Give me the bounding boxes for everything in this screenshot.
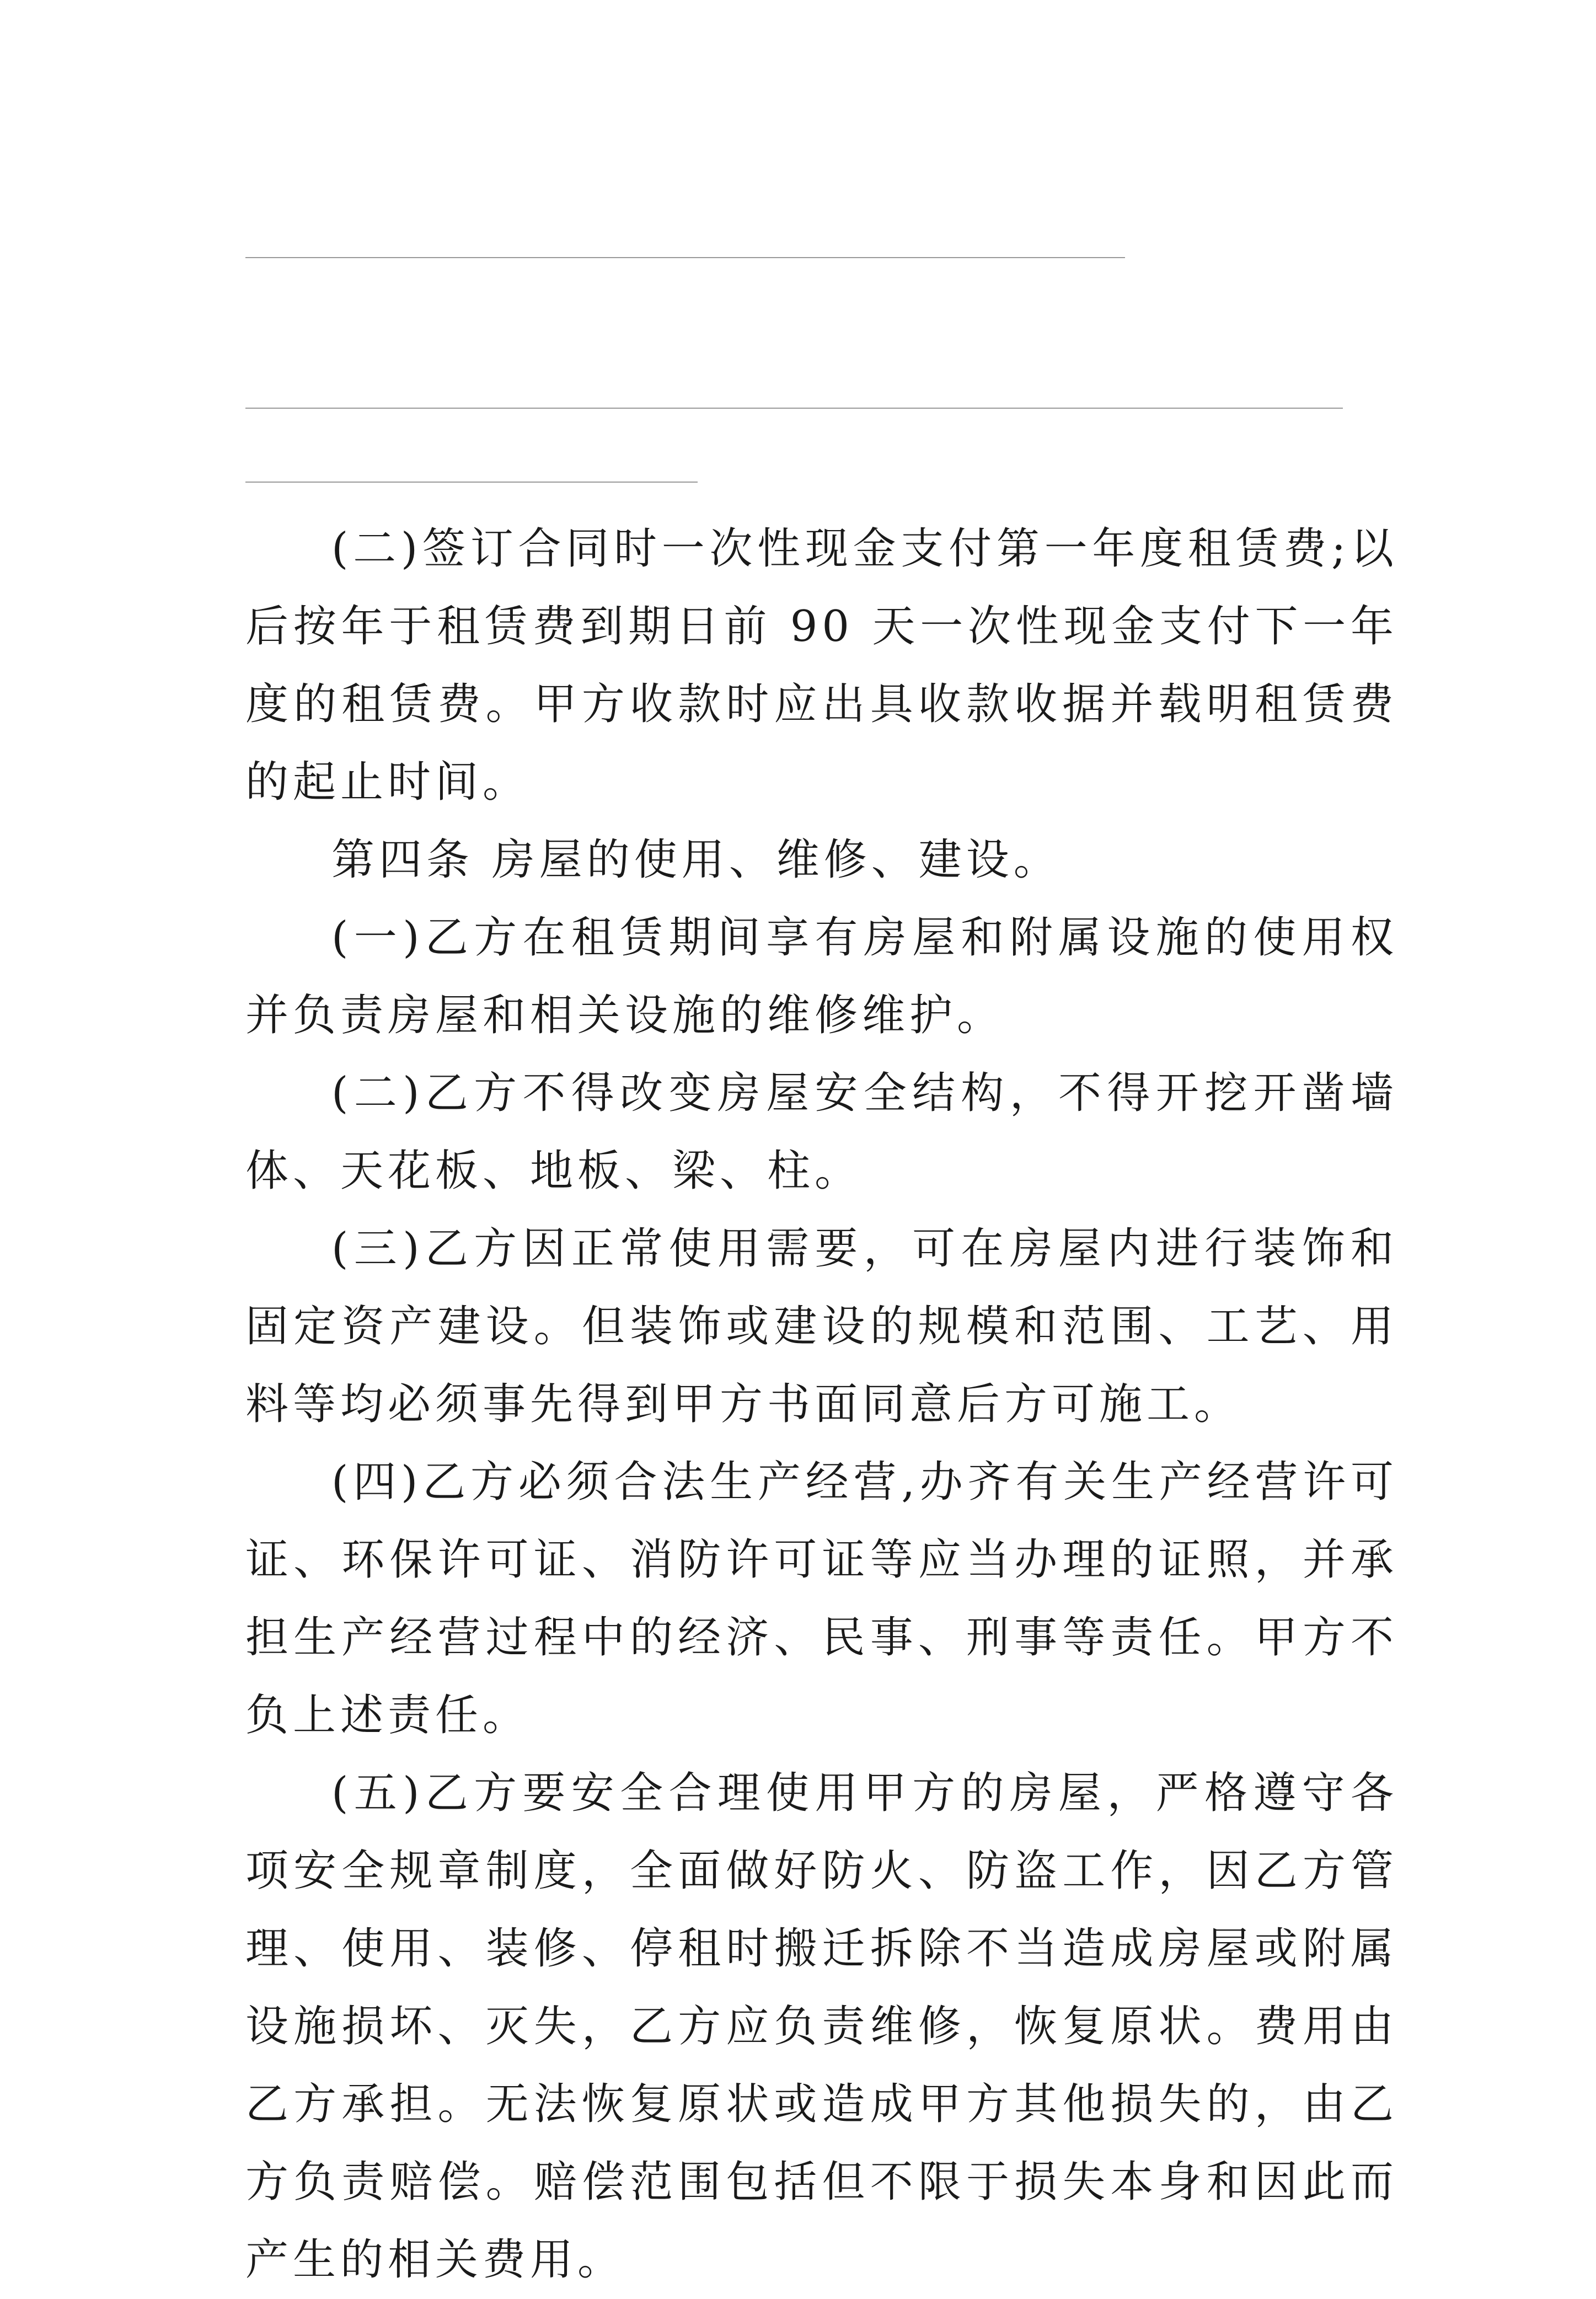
article-4-heading: 第四条 房屋的使用、维修、建设。: [331, 835, 1061, 885]
blank-fill-line: [245, 257, 1125, 258]
paragraph-safety-liability: (五)乙方要安全合理使用甲方的房屋，严格遵守各项安全规章制度，全面做好防火、防盗工作，因乙方管理、使用、装修、停租时搬迁拆除不当造成房屋或附属设施损坏、灭失，乙方应负责维修，恢复原状。费用由乙方承担。无法恢复原状或造成甲方其他损失的，由乙方负责赔偿。赔偿范围包括但不限于损失本身和因此而产生的相关费用。: [245, 1768, 1398, 2285]
blank-fill-line: [245, 408, 1343, 409]
paragraph-usage-rights: (一)乙方在租赁期间享有房屋和附属设施的使用权并负责房屋和相关设施的维修维护。: [245, 913, 1398, 1040]
contract-body: [245, 510, 1398, 2299]
paragraph-legal-operation: (四)乙方必须合法生产经营,办齐有关生产经营许可证、环保许可证、消防许可证等应当办理的证照，并承担生产经营过程中的经济、民事、刑事等责任。甲方不负上述责任。: [245, 1457, 1398, 1740]
blank-fill-line: [245, 482, 698, 483]
paragraph-payment-terms: (二)签订合同时一次性现金支付第一年度租赁费;以后按年于租赁费到期日前 90 天一次性现金支付下一年度的租赁费。甲方收款时应出具收款收据并载明租赁费的起止时间。: [245, 524, 1398, 807]
paragraph-decoration: (三)乙方因正常使用需要，可在房屋内进行装饰和固定资产建设。但装饰或建设的规模和范围、工艺、用料等均必须事先得到甲方书面同意后方可施工。: [245, 1224, 1398, 1429]
paragraph-structure-restriction: (二)乙方不得改变房屋安全结构，不得开挖开凿墙体、天花板、地板、梁、柱。: [245, 1068, 1398, 1196]
